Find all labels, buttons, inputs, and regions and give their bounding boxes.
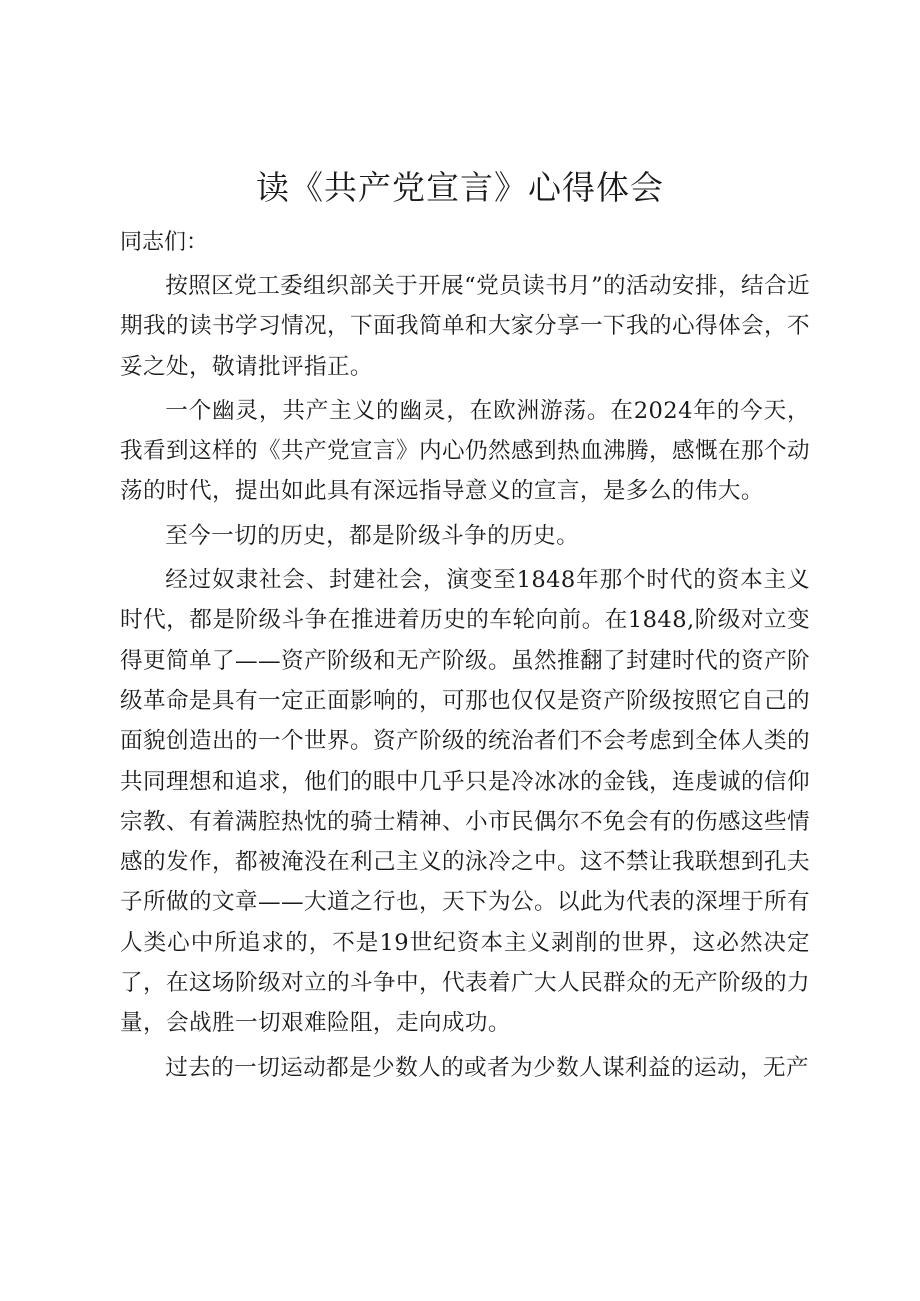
paragraph-history: 经过奴隶社会、封建社会，演变至1848年那个时代的资本主义时代，都是阶级斗争在推进着历史的车轮向前。在1848,阶级对立变得更简单了——资产阶级和无产阶级。虽然推翻了封建时代的资产阶级革命是具有一定正面影响的，可那也仅仅是资产阶级按照它自己的面貌创造出的一个世界。资产阶级的统治者们不会考虑到全体人类的共同理想和追求，他们的眼中几乎只是冷冰冰的金钱，连虔诚的信仰宗教、有着满腔热忱的骑士精神、小市民偶尔不免会有的伤感这些情感的发作，都被淹没在利己主义的泳冷之中。这不禁让我联想到孔夫子所做的文章——大道之行也，天下为公。以此为代表的深埋于所有人类心中所追求的，不是19世纪资本主义剥削的世界，这必然决定了，在这场阶级对立的斗争中，代表着广大人民群众的无产阶级的力量，会战胜一切艰难险阻，走向成功。 (120, 567, 810, 1037)
salutation: 同志们： (120, 230, 209, 255)
paragraph-intro: 按照区党工委组织部关于开展“党员读书月”的活动安排，结合近期我的读书学习情况，下面我简单和大家分享一下我的心得体会，不妥之处，敬请批评指正。 (120, 273, 810, 380)
paragraph-movements: 过去的一切运动都是少数人的或者为少数人谋利益的运动，无产 (165, 1054, 810, 1081)
paragraph-class-struggle: 至今一切的历史，都是阶级斗争的历史。 (165, 522, 580, 549)
paragraph-specter: 一个幽灵，共产主义的幽灵，在欧洲游荡。在2024年的今天，我看到这样的《共产党宣言》内心仍然感到热血沸腾，感慨在那个动荡的时代，提出如此具有深远指导意义的宣言，是多么的伟大。 (120, 397, 810, 505)
document-body (120, 266, 810, 1092)
document-title: 读《共产党宣言》心得体会 (256, 168, 664, 207)
